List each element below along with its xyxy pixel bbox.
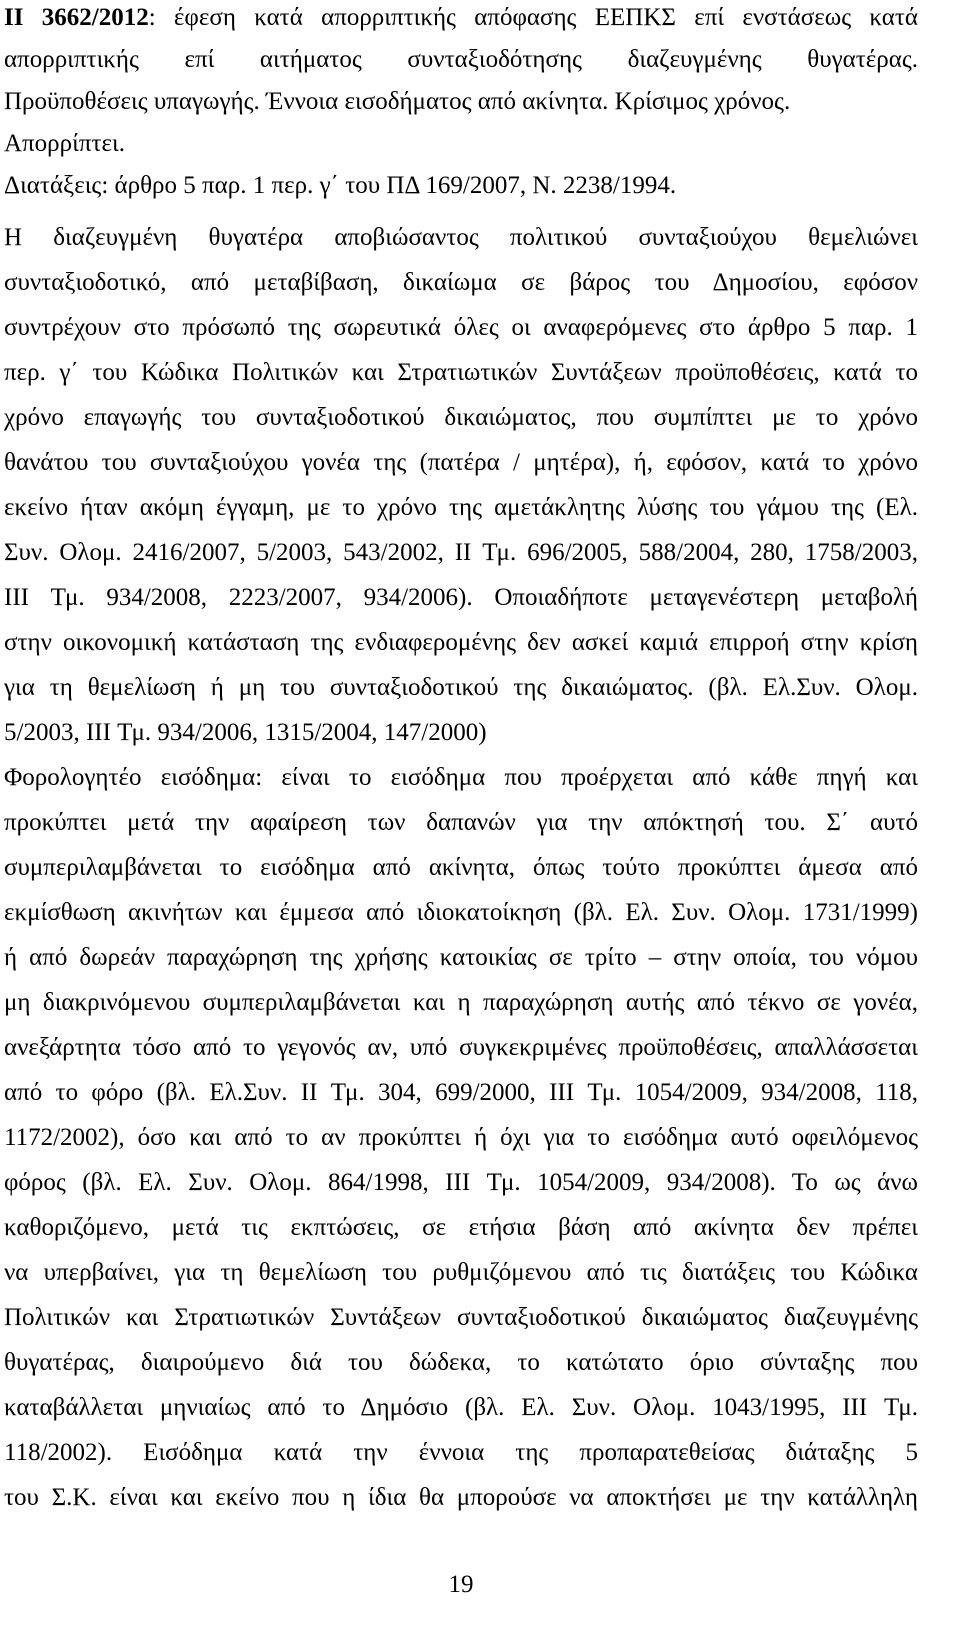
case-reference: II 3662/2012 xyxy=(4,4,149,31)
paragraph-line: συνταξιοδοτικό, από μεταβίβαση, δικαίωμα σε βάρος του Δημοσίου, εφόσον xyxy=(4,269,918,296)
provisions: Διατάξεις: άρθρο 5 παρ. 1 περ. γ΄ του ΠΔ 169/2007, Ν. 2238/1994. xyxy=(4,172,677,199)
case-title-text: : έφεση κατά απορριπτικής απόφασης ΕΕΠΚΣ επί ενστάσεως κατά xyxy=(148,4,919,31)
summary-line: Προϋποθέσεις υπαγωγής. Έννοια εισοδήματος από ακίνητα. Κρίσιμος χρόνος. xyxy=(4,88,791,115)
paragraph-line: περ. γ΄ του Κώδικα Πολιτικών και Στρατιωτικών Συντάξεων προϋποθέσεις, κατά το xyxy=(4,359,918,386)
paragraph-line: θανάτου του συνταξιούχου γονέα της (πατέρα / μητέρα), ή, εφόσον, κατά το χρόνο xyxy=(4,449,918,476)
paragraph-line: 5/2003, III Τμ. 934/2006, 1315/2004, 147/2000) xyxy=(4,719,487,746)
paragraph-line: III Τμ. 934/2008, 2223/2007, 934/2006). Οποιαδήποτε μεταγενέστερη μεταβολή xyxy=(4,584,918,611)
paragraph-line: 118/2002). Εισόδημα κατά την έννοια της προπαρατεθείσας διάταξης 5 xyxy=(4,1439,918,1466)
paragraph-line: 1172/2002), όσο και από το αν προκύπτει ή όχι για το εισόδημα αυτό οφειλόμενος xyxy=(4,1124,918,1151)
document-content xyxy=(4,0,918,1520)
paragraph-line: εκείνο ήταν ακόμη έγγαμη, με το χρόνο της αμετάκλητης λύσης του γάμου της (Ελ. xyxy=(4,494,918,521)
paragraph-line: από το φόρο (βλ. Ελ.Συν. II Τμ. 304, 699/2000, III Τμ. 1054/2009, 934/2008, 118, xyxy=(4,1079,918,1106)
paragraph-line: μη διακρινόμενου συμπεριλαμβάνεται και η παραχώρηση αυτής από τέκνο σε γονέα, xyxy=(4,989,918,1016)
paragraph-line: Η διαζευγμένη θυγατέρα αποβιώσαντος πολιτικού συνταξιούχου θεμελιώνει xyxy=(4,224,918,251)
paragraph-line: φόρος (βλ. Ελ. Συν. Ολομ. 864/1998, III Τμ. 1054/2009, 934/2008). Το ως άνω xyxy=(4,1169,918,1196)
paragraph-line: καθοριζόμενο, μετά τις εκπτώσεις, σε ετήσια βάση από ακίνητα δεν πρέπει xyxy=(4,1214,918,1241)
paragraph-line: Φορολογητέο εισόδημα: είναι το εισόδημα που προέρχεται από κάθε πηγή και xyxy=(4,764,918,791)
paragraph-2 xyxy=(4,755,918,1520)
paragraph-line: για τη θεμελίωση ή μη του συνταξιοδοτικού της δικαιώματος. (βλ. Ελ.Συν. Ολομ. xyxy=(4,674,918,701)
paragraph-line: Συν. Ολομ. 2416/2007, 5/2003, 543/2002, II Τμ. 696/2005, 588/2004, 280, 1758/2003, xyxy=(4,539,918,566)
summary-line: απορριπτικής επί αιτήματος συνταξιοδότησης διαζευγμένης θυγατέρας. xyxy=(4,46,918,73)
paragraph-line: καταβάλλεται μηνιαίως από το Δημόσιο (βλ. Ελ. Συν. Ολομ. 1043/1995, III Τμ. xyxy=(4,1394,918,1421)
paragraph-line: ή από δωρεάν παραχώρηση της χρήσης κατοικίας σε τρίτο – στην οποία, του νόμου xyxy=(4,944,918,971)
paragraph-line: ανεξάρτητα τόσο από το γεγονός αν, υπό συγκεκριμένες προϋποθέσεις, απαλλάσσεται xyxy=(4,1034,918,1061)
paragraph-line: προκύπτει μετά την αφαίρεση των δαπανών για την απόκτησή του. Σ΄ αυτό xyxy=(4,809,918,836)
paragraph-line: του Σ.Κ. είναι και εκείνο που η ίδια θα μπορούσε να αποκτήσει με την κατάλληλη xyxy=(4,1484,918,1511)
body-text xyxy=(4,215,918,1520)
paragraph-line: συντρέχουν στο πρόσωπό της σωρευτικά όλες οι αναφερόμενες στο άρθρο 5 παρ. 1 xyxy=(4,314,918,341)
paragraph-line: Πολιτικών και Στρατιωτικών Συντάξεων συνταξιοδοτικού δικαιώματος διαζευγμένης xyxy=(4,1304,918,1331)
case-title-line xyxy=(4,0,918,39)
paragraph-1 xyxy=(4,215,918,755)
paragraph-line: στην οικονομική κατάσταση της ενδιαφερομένης δεν ασκεί καμιά επιρροή στην κρίση xyxy=(4,629,918,656)
paragraph-line: να υπερβαίνει, για τη θεμελίωση του ρυθμιζόμενου από τις διατάξεις του Κώδικα xyxy=(4,1259,918,1286)
page-number: 19 xyxy=(448,1571,474,1598)
paragraph-line: συμπεριλαμβάνεται το εισόδημα από ακίνητα, όπως τούτο προκύπτει άμεσα από xyxy=(4,854,918,881)
paragraph-line: χρόνο επαγωγής του συνταξιοδοτικού δικαιώματος, που συμπίπτει με το χρόνο xyxy=(4,404,918,431)
case-summary xyxy=(4,0,918,207)
ruling: Απορρίπτει. xyxy=(4,130,125,157)
paragraph-line: εκμίσθωση ακινήτων και έμμεσα από ιδιοκατοίκηση (βλ. Ελ. Συν. Ολομ. 1731/1999) xyxy=(4,899,918,926)
paragraph-line: θυγατέρας, διαιρούμενο διά του δώδεκα, το κατώτατο όριο σύνταξης που xyxy=(4,1349,918,1376)
